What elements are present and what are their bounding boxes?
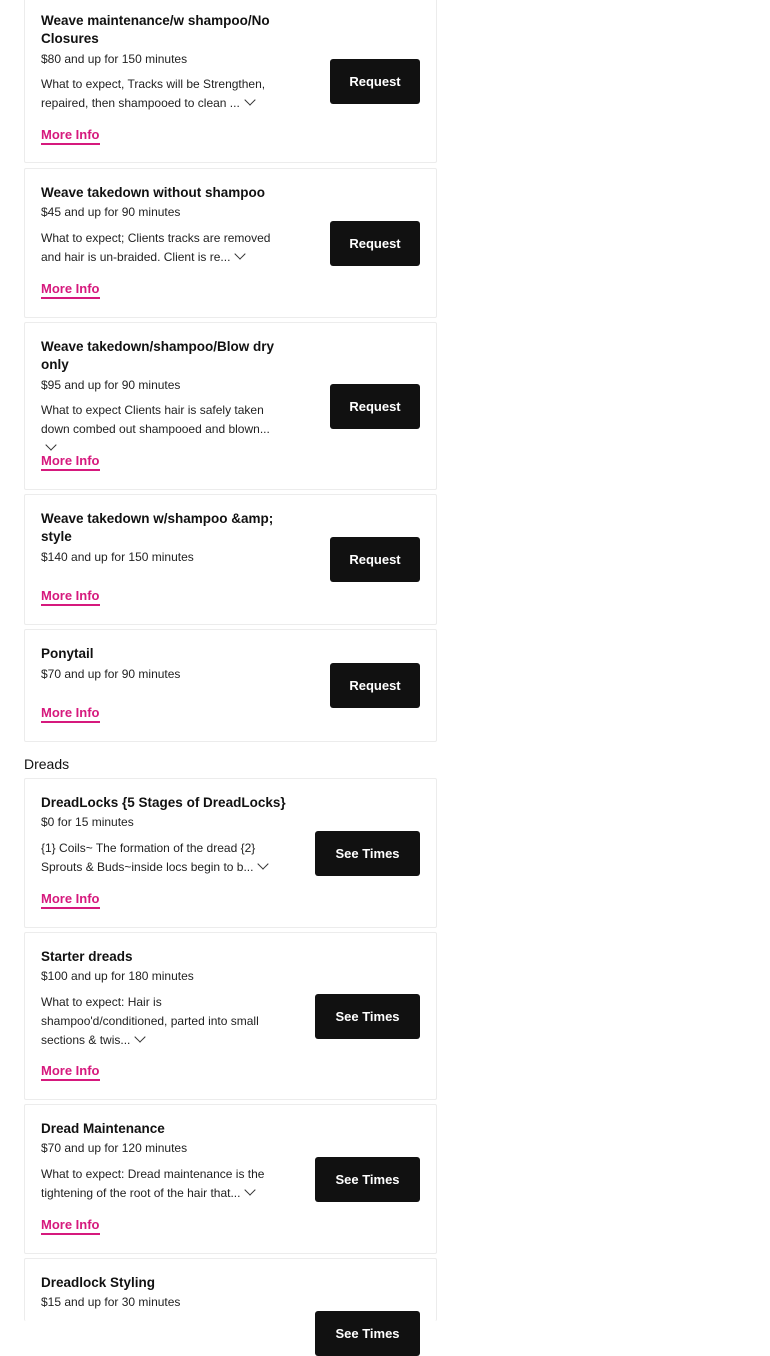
see-times-button[interactable]: See Times (315, 1157, 420, 1202)
more-info-link[interactable]: More Info (41, 453, 100, 471)
service-card (24, 1258, 437, 1341)
service-description[interactable] (41, 401, 281, 458)
see-times-button[interactable]: See Times (315, 831, 420, 876)
description-text: What to expect; Clients tracks are removed and hair is un-braided. Client is re... (41, 231, 271, 264)
service-price: $80 and up for 150 minutes (41, 52, 188, 66)
see-times-button[interactable]: See Times (315, 994, 420, 1039)
service-card (24, 1104, 437, 1254)
service-title: DreadLocks {5 Stages of DreadLocks} (41, 795, 286, 810)
service-title: Weave takedown without shampoo (41, 185, 266, 200)
service-description[interactable] (41, 839, 276, 877)
service-card (24, 629, 437, 742)
chevron-down-icon[interactable] (45, 439, 56, 450)
service-description[interactable] (41, 75, 271, 113)
request-button[interactable]: Request (330, 221, 420, 266)
service-card (24, 168, 437, 318)
service-title: Dreadlock Styling (41, 1275, 156, 1290)
service-card (24, 494, 437, 625)
more-info-link[interactable]: More Info (41, 891, 100, 909)
service-price: $45 and up for 90 minutes (41, 205, 181, 219)
service-card (24, 0, 437, 163)
chevron-down-icon[interactable] (258, 858, 269, 869)
request-button[interactable]: Request (330, 663, 420, 708)
more-info-link[interactable]: More Info (41, 1063, 100, 1081)
description-text: What to expect, Tracks will be Strengthen, repaired, then shampooed to clean ... (41, 77, 266, 110)
service-price: $70 and up for 120 minutes (41, 1141, 188, 1155)
more-info-link[interactable]: More Info (41, 281, 100, 299)
service-title: Weave takedown/shampoo/Blow dry only (41, 339, 275, 372)
chevron-down-icon[interactable] (244, 94, 255, 105)
service-title: Starter dreads (41, 949, 133, 964)
service-price: $70 and up for 90 minutes (41, 667, 181, 681)
request-button[interactable]: Request (330, 59, 420, 104)
service-title: Dread Maintenance (41, 1121, 165, 1136)
service-card (24, 322, 437, 490)
request-button[interactable]: Request (330, 384, 420, 429)
chevron-down-icon[interactable] (135, 1031, 146, 1042)
chevron-down-icon[interactable] (245, 1184, 256, 1195)
service-price: $100 and up for 180 minutes (41, 969, 194, 983)
service-price: $95 and up for 90 minutes (41, 378, 181, 392)
service-title: Weave takedown w/shampoo &amp; style (41, 511, 274, 544)
service-card (24, 932, 437, 1100)
more-info-link[interactable]: More Info (41, 705, 100, 723)
request-button[interactable]: Request (330, 537, 420, 582)
service-description[interactable] (41, 993, 266, 1050)
description-text: What to expect Clients hair is safely taken down combed out shampooed and blown... (41, 403, 270, 436)
see-times-button[interactable]: See Times (315, 1311, 420, 1356)
service-title: Weave maintenance/w shampoo/No Closures (41, 13, 270, 46)
section-heading-dreads: Dreads (24, 756, 70, 772)
service-title: Ponytail (41, 646, 94, 661)
service-price: $0 for 15 minutes (41, 815, 134, 829)
more-info-link[interactable]: More Info (41, 1217, 100, 1235)
service-description[interactable] (41, 1165, 271, 1203)
description-text: What to expect: Hair is shampoo'd/conditioned, parted into small sections & twis... (41, 995, 259, 1047)
description-text: What to expect: Dread maintenance is the tightening of the root of the hair that... (41, 1167, 265, 1200)
service-price: $15 and up for 30 minutes (41, 1295, 181, 1309)
chevron-down-icon[interactable] (235, 248, 246, 259)
service-description[interactable] (41, 229, 281, 267)
service-price: $140 and up for 150 minutes (41, 550, 194, 564)
description-text: {1} Coils~ The formation of the dread {2} Sprouts & Buds~inside locs begin to b... (41, 841, 256, 874)
service-card (24, 778, 437, 928)
more-info-link[interactable]: More Info (41, 127, 100, 145)
more-info-link[interactable]: More Info (41, 588, 100, 606)
